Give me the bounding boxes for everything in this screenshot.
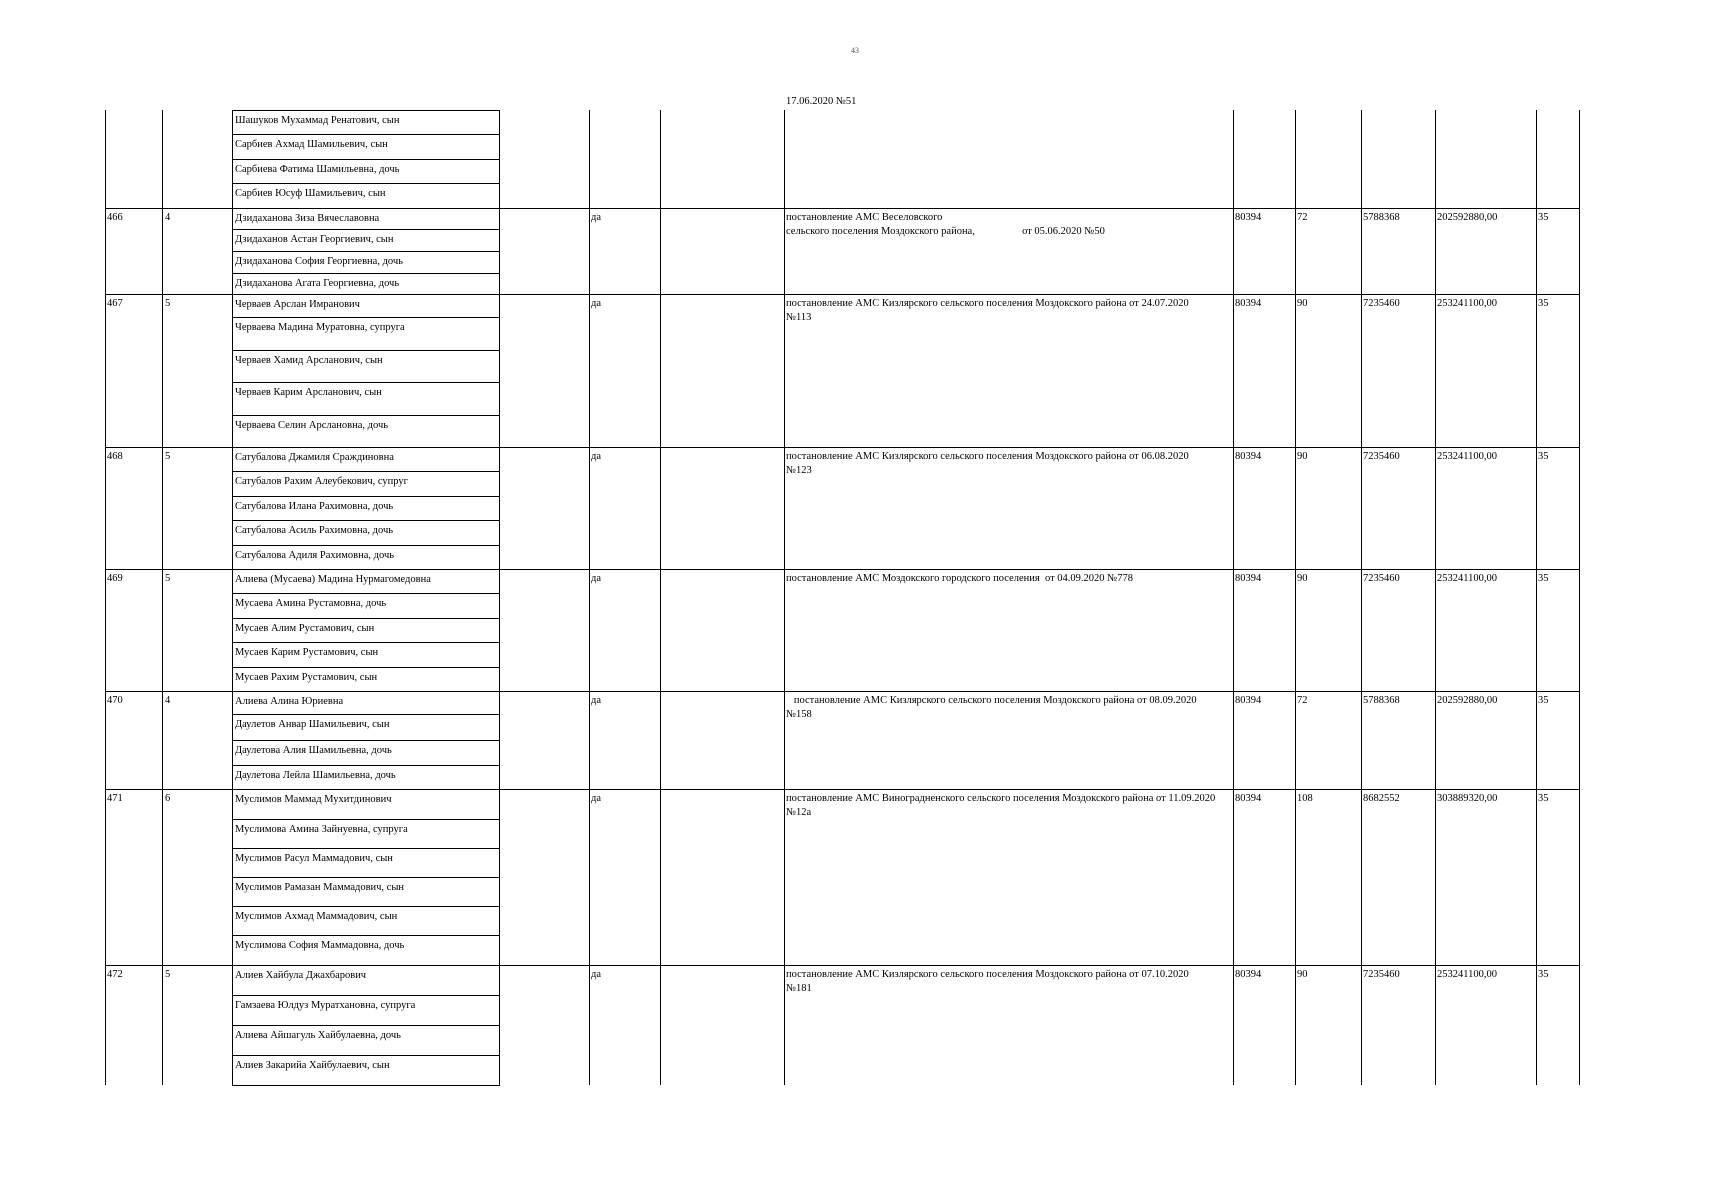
- cell-no: 472: [107, 969, 123, 980]
- cell-document: постановление АМС Кизлярского сельского поселения Моздокского района от 07.10.2020 №181: [786, 969, 1189, 994]
- cell-code: 80394: [1235, 451, 1262, 462]
- cell-no: 469: [107, 573, 123, 584]
- cell-code: 80394: [1235, 695, 1262, 706]
- cell-flag: да: [591, 969, 602, 980]
- cell-area: 90: [1297, 298, 1308, 309]
- family-member-cell: Черваев Хамид Арсланович, сын: [232, 350, 500, 383]
- cell-no: 468: [107, 451, 123, 462]
- cut-off-text-span: 17.06.2020 №51: [786, 96, 857, 107]
- column-divider: [1295, 110, 1296, 1085]
- cell-count: 5: [165, 298, 171, 309]
- family-member-cell: Алиев Закарийа Хайбулаевич, сын: [232, 1055, 500, 1086]
- family-member-cell: Мусаев Алим Рустамович, сын: [232, 618, 500, 643]
- cell-area: 90: [1297, 969, 1308, 980]
- cell-last: 35: [1538, 573, 1549, 584]
- family-member-cell: Сатубалов Рахим Алеубекович, супруг: [232, 471, 500, 497]
- family-member-cell: Черваев Арслан Имранович: [232, 294, 500, 318]
- family-member-cell: Дзидаханова Зиза Вячеславовна: [232, 208, 500, 230]
- cell-amount: 253241100,00: [1437, 573, 1497, 584]
- cell-norm: 7235460: [1363, 969, 1400, 980]
- column-divider: [1579, 110, 1580, 1085]
- family-member-cell: Черваева Мадина Муратовна, супруга: [232, 317, 500, 351]
- cell-norm: 5788368: [1363, 212, 1400, 223]
- cell-document: постановление АМС Моздокского городского поселения от 04.09.2020 №778: [786, 573, 1133, 584]
- family-member-cell: Сатубалова Джамиля Сраждиновна: [232, 447, 500, 472]
- family-member-cell: Муслимов Маммад Мухитдинович: [232, 789, 500, 820]
- cell-amount: 253241100,00: [1437, 969, 1497, 980]
- cell-document: постановление АМС Виноградненского сельского поселения Моздокского района от 11.09.2020 №12а: [786, 793, 1216, 818]
- column-divider: [105, 110, 106, 1085]
- family-member-cell: Даулетова Лейла Шамильевна, дочь: [232, 765, 500, 790]
- family-member-cell: Сатубалова Асиль Рахимовна, дочь: [232, 520, 500, 546]
- family-member-cell: Муслимов Рамазан Маммадович, сын: [232, 877, 500, 907]
- cell-last: 35: [1538, 451, 1549, 462]
- cell-last: 35: [1538, 695, 1549, 706]
- column-divider: [589, 110, 590, 1085]
- column-divider: [162, 110, 163, 1085]
- family-member-cell: Даулетова Алия Шамильевна, дочь: [232, 740, 500, 766]
- column-divider: [784, 110, 785, 1085]
- family-member-cell: Алиева Алина Юриевна: [232, 691, 500, 715]
- cell-count: 6: [165, 793, 171, 804]
- cell-no: 467: [107, 298, 123, 309]
- cell-flag: да: [591, 298, 602, 309]
- cell-last: 35: [1538, 969, 1549, 980]
- cell-amount: 253241100,00: [1437, 298, 1497, 309]
- cell-area: 90: [1297, 451, 1308, 462]
- cell-area: 72: [1297, 695, 1308, 706]
- cell-norm: 7235460: [1363, 573, 1400, 584]
- family-member-cell: Алиева (Мусаева) Мадина Нурмагомедовна: [232, 569, 500, 594]
- cell-amount: 253241100,00: [1437, 451, 1497, 462]
- cell-flag: да: [591, 793, 602, 804]
- cell-count: 5: [165, 573, 171, 584]
- cell-flag: да: [591, 695, 602, 706]
- cell-amount: 303889320,00: [1437, 793, 1498, 804]
- cell-amount: 202592880,00: [1437, 212, 1498, 223]
- cell-count: 5: [165, 451, 171, 462]
- cell-count: 4: [165, 695, 171, 706]
- cell-amount: 202592880,00: [1437, 695, 1498, 706]
- family-member-cell: Черваев Карим Арсланович, сын: [232, 382, 500, 416]
- cell-norm: 7235460: [1363, 451, 1400, 462]
- cell-code: 80394: [1235, 212, 1262, 223]
- cell-area: 90: [1297, 573, 1308, 584]
- cell-code: 80394: [1235, 969, 1262, 980]
- page-number: 43: [851, 46, 859, 55]
- cell-norm: 8682552: [1363, 793, 1400, 804]
- family-member-cell: Алиева Айшагуль Хайбулаевна, дочь: [232, 1025, 500, 1056]
- cell-document: постановление АМС Кизлярского сельского поселения Моздокского района от 24.07.2020 №113: [786, 298, 1189, 323]
- family-member-cell: Сарбиев Юсуф Шамильевич, сын: [232, 183, 500, 209]
- family-member-cell: Дзидаханова Агата Георгиевна, дочь: [232, 273, 500, 295]
- family-member-cell: Черваева Селин Арслановна, дочь: [232, 415, 500, 448]
- family-member-cell: Муслимова Амина Зайнуевна, супруга: [232, 819, 500, 849]
- family-member-cell: Муслимов Ахмад Маммадович, сын: [232, 906, 500, 936]
- cell-last: 35: [1538, 793, 1549, 804]
- family-member-cell: Гамзаева Юлдуз Муратхановна, супруга: [232, 995, 500, 1026]
- cell-norm: 7235460: [1363, 298, 1400, 309]
- cell-code: 80394: [1235, 573, 1262, 584]
- cell-document: постановление АМС Веселовского сельского поселения Моздокского района, от 05.06.2020 №50: [786, 212, 1105, 237]
- family-member-cell: Мусаева Амина Рустамовна, дочь: [232, 593, 500, 619]
- cell-code: 80394: [1235, 793, 1262, 804]
- cell-flag: да: [591, 573, 602, 584]
- cell-code: 80394: [1235, 298, 1262, 309]
- cell-norm: 5788368: [1363, 695, 1400, 706]
- family-member-cell: Сатубалова Адиля Рахимовна, дочь: [232, 545, 500, 570]
- cell-document: постановление АМС Кизлярского сельского поселения Моздокского района от 08.09.2020 №158: [786, 695, 1197, 720]
- family-member-cell: Дзидаханов Астан Георгиевич, сын: [232, 229, 500, 252]
- column-divider: [1435, 110, 1436, 1085]
- cell-last: 35: [1538, 212, 1549, 223]
- family-member-cell: Даулетов Анвар Шамильевич, сын: [232, 714, 500, 741]
- column-divider: [660, 110, 661, 1085]
- family-member-cell: Шашуков Мухаммад Ренатович, сын: [232, 110, 500, 135]
- cell-flag: да: [591, 451, 602, 462]
- cell-no: 471: [107, 793, 123, 804]
- family-member-cell: Дзидаханова София Георгиевна, дочь: [232, 251, 500, 274]
- cell-area: 108: [1297, 793, 1313, 804]
- cell-document: постановление АМС Кизлярского сельского поселения Моздокского района от 06.08.2020 №123: [786, 451, 1189, 476]
- family-member-cell: Сарбиев Ахмад Шамильевич, сын: [232, 134, 500, 160]
- cut-off-document-text: [786, 96, 906, 110]
- cell-area: 72: [1297, 212, 1308, 223]
- family-member-cell: Сатубалова Илана Рахимовна, дочь: [232, 496, 500, 521]
- cell-no: 466: [107, 212, 123, 223]
- column-divider: [1536, 110, 1537, 1085]
- family-member-cell: Сарбиева Фатима Шамильевна, дочь: [232, 159, 500, 184]
- cell-no: 470: [107, 695, 123, 706]
- cell-last: 35: [1538, 298, 1549, 309]
- family-member-cell: Мусаев Рахим Рустамович, сын: [232, 667, 500, 692]
- cell-flag: да: [591, 212, 602, 223]
- column-divider: [1233, 110, 1234, 1085]
- family-member-cell: Мусаев Карим Рустамович, сын: [232, 642, 500, 668]
- cell-count: 4: [165, 212, 171, 223]
- column-divider: [1361, 110, 1362, 1085]
- family-member-cell: Муслимова София Маммадовна, дочь: [232, 935, 500, 966]
- cell-count: 5: [165, 969, 171, 980]
- family-member-cell: Алиев Хайбула Джахбарович: [232, 965, 500, 996]
- family-member-cell: Муслимов Расул Маммадович, сын: [232, 848, 500, 878]
